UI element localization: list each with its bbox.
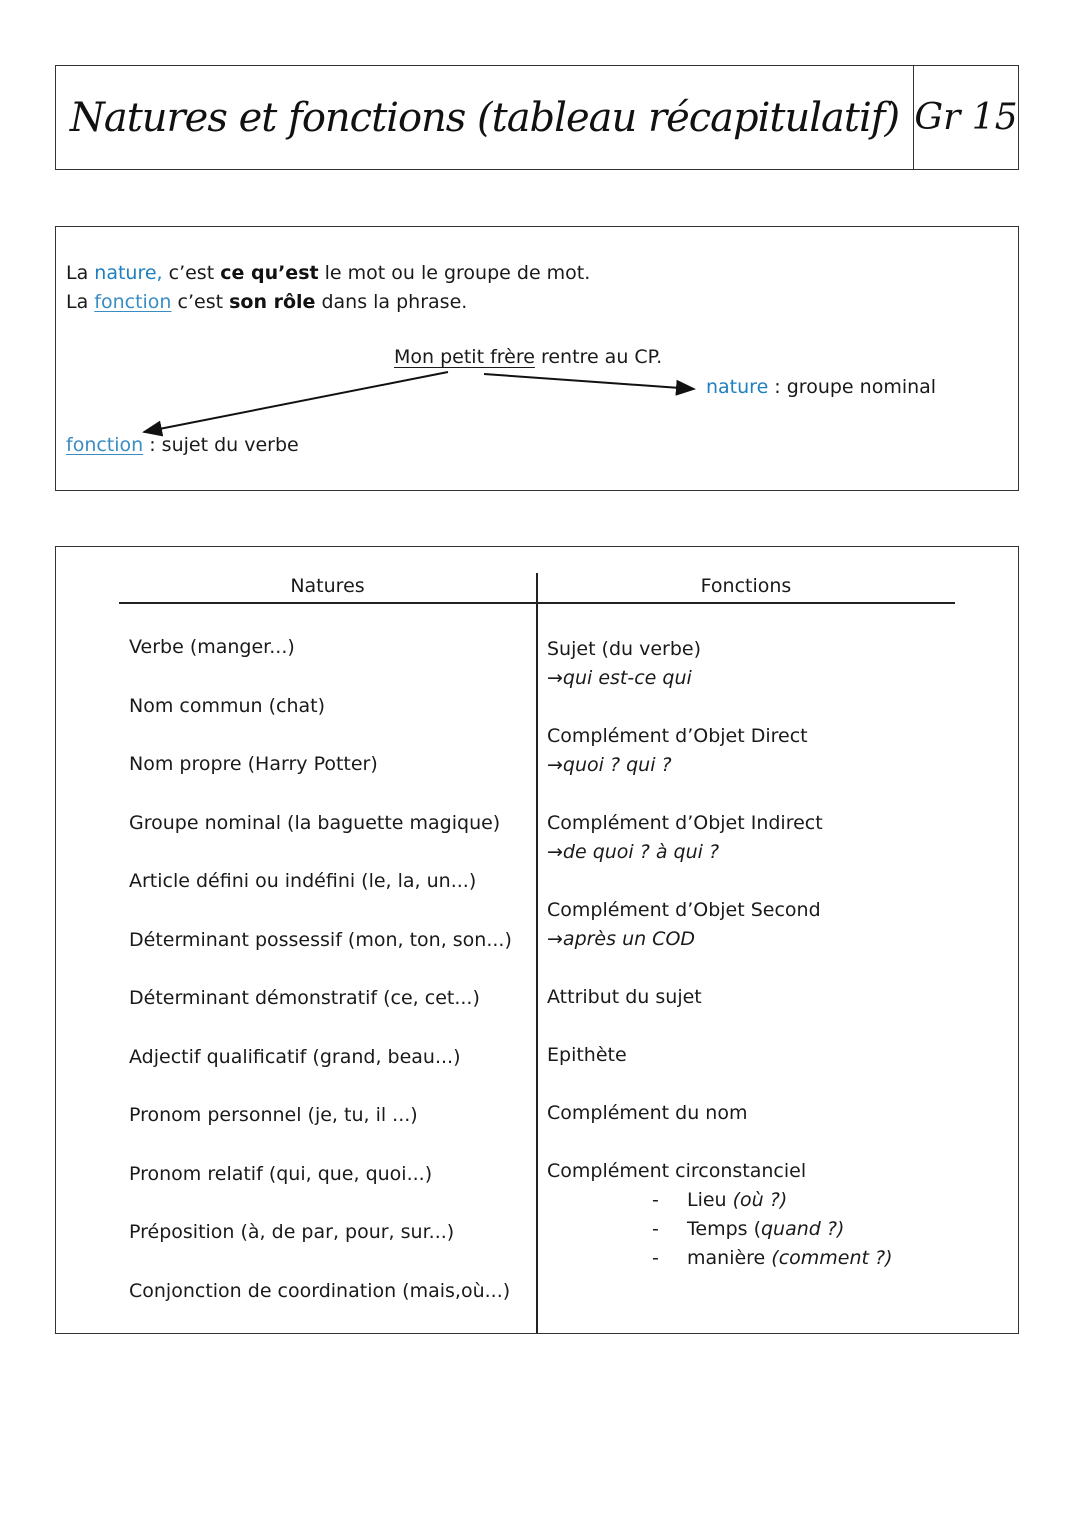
- fonction-label: Complément d’Objet Direct: [547, 725, 808, 747]
- fonction-label: Complément d’Objet Second: [547, 899, 821, 921]
- definition-box: [55, 226, 1019, 491]
- nature-item: Préposition (à, de par, pour, sur...): [129, 1221, 455, 1243]
- nature-item: Pronom relatif (qui, que, quoi...): [129, 1162, 433, 1185]
- arrow-to-nature: [484, 374, 694, 389]
- nature-item: Conjonction de coordination (mais,où...): [129, 1279, 511, 1302]
- bullet-item: [652, 1215, 893, 1244]
- nature-item: Nom commun (chat): [129, 694, 326, 717]
- title-box: [55, 65, 1019, 170]
- fonction-label: Epithète: [547, 1044, 627, 1066]
- fonction-item: [547, 809, 893, 867]
- fonction-hint: →quoi ? qui ?: [547, 754, 672, 776]
- fonction-label: Complément d’Objet Indirect: [547, 812, 823, 834]
- fonctions-list: [547, 635, 893, 1302]
- bullet-hint: (où ?): [732, 1189, 788, 1211]
- bullet-item: [652, 1186, 893, 1215]
- natures-list: [129, 635, 512, 1337]
- nature-item: Adjectif qualificatif (grand, beau...): [129, 1045, 461, 1068]
- dash-bullet: -: [652, 1247, 659, 1269]
- fonction-label: Attribut du sujet: [547, 986, 702, 1008]
- text: La: [66, 291, 95, 313]
- fonction-hint: →après un COD: [547, 928, 696, 950]
- summary-table: [55, 546, 1019, 1334]
- group-label: Gr 15: [913, 66, 1018, 169]
- nature-item: Pronom personnel (je, tu, il ...): [129, 1104, 418, 1126]
- fonction-value: : sujet du verbe: [143, 434, 299, 456]
- fonction-item: [547, 1099, 893, 1128]
- column-divider: [536, 573, 538, 1333]
- example-subject: Mon petit frère: [394, 346, 535, 368]
- fonction-item: [547, 983, 893, 1012]
- example-fonction: [66, 434, 299, 456]
- fonction-hint: →qui est-ce qui: [547, 667, 692, 689]
- nature-item: Article défini ou indéfini (le, la, un...): [129, 870, 477, 892]
- circumstantial-list: [652, 1186, 893, 1273]
- nature-item: Déterminant démonstratif (ce, cet...): [129, 987, 480, 1009]
- bullet-hint: (comment ?): [771, 1247, 893, 1269]
- nature-item: Déterminant possessif (mon, ton, son...): [129, 928, 512, 951]
- bullet-text: manière: [687, 1247, 772, 1269]
- fonction-item: [547, 1157, 893, 1273]
- text: le mot ou le groupe de mot.: [318, 262, 591, 284]
- header-natures: Natures: [290, 575, 365, 597]
- bullet-hint: quand ?): [761, 1218, 845, 1240]
- fonction-label: Complément circonstanciel: [547, 1160, 807, 1182]
- emphasis: son rôle: [229, 291, 316, 313]
- fonction-label: fonction: [66, 434, 144, 456]
- example-nature: [706, 376, 936, 398]
- nature-label: nature: [706, 376, 769, 398]
- text: La: [66, 262, 95, 284]
- nature-term: nature,: [94, 262, 163, 284]
- fonction-label: Sujet (du verbe): [547, 638, 702, 660]
- fonction-item: [547, 635, 893, 693]
- nature-value: : groupe nominal: [768, 376, 937, 398]
- fonction-item: [547, 896, 893, 954]
- nature-item: Verbe (manger...): [129, 636, 295, 658]
- example-rest: rentre au CP.: [534, 346, 663, 368]
- text: dans la phrase.: [315, 291, 468, 313]
- emphasis: ce qu’est: [220, 262, 319, 284]
- bullet-text: Lieu: [687, 1189, 733, 1211]
- text: c’est: [171, 291, 230, 313]
- text: c’est: [162, 262, 221, 284]
- fonction-item: [547, 722, 893, 780]
- fonction-item: [547, 1041, 893, 1070]
- nature-item: Groupe nominal (la baguette magique): [129, 811, 501, 834]
- fonction-hint: →de quoi ? à qui ?: [547, 841, 720, 863]
- dash-bullet: -: [652, 1189, 659, 1211]
- nature-item: Nom propre (Harry Potter): [129, 753, 378, 775]
- arrow-to-fonction: [144, 372, 448, 432]
- fonction-label: Complément du nom: [547, 1102, 748, 1124]
- bullet-item: [652, 1244, 893, 1273]
- bullet-text: Temps (: [687, 1218, 761, 1240]
- page-title: Natures et fonctions (tableau récapitulatif): [69, 94, 900, 141]
- header-fonctions: Fonctions: [700, 575, 792, 597]
- dash-bullet: -: [652, 1218, 659, 1240]
- fonction-term: fonction: [94, 291, 172, 313]
